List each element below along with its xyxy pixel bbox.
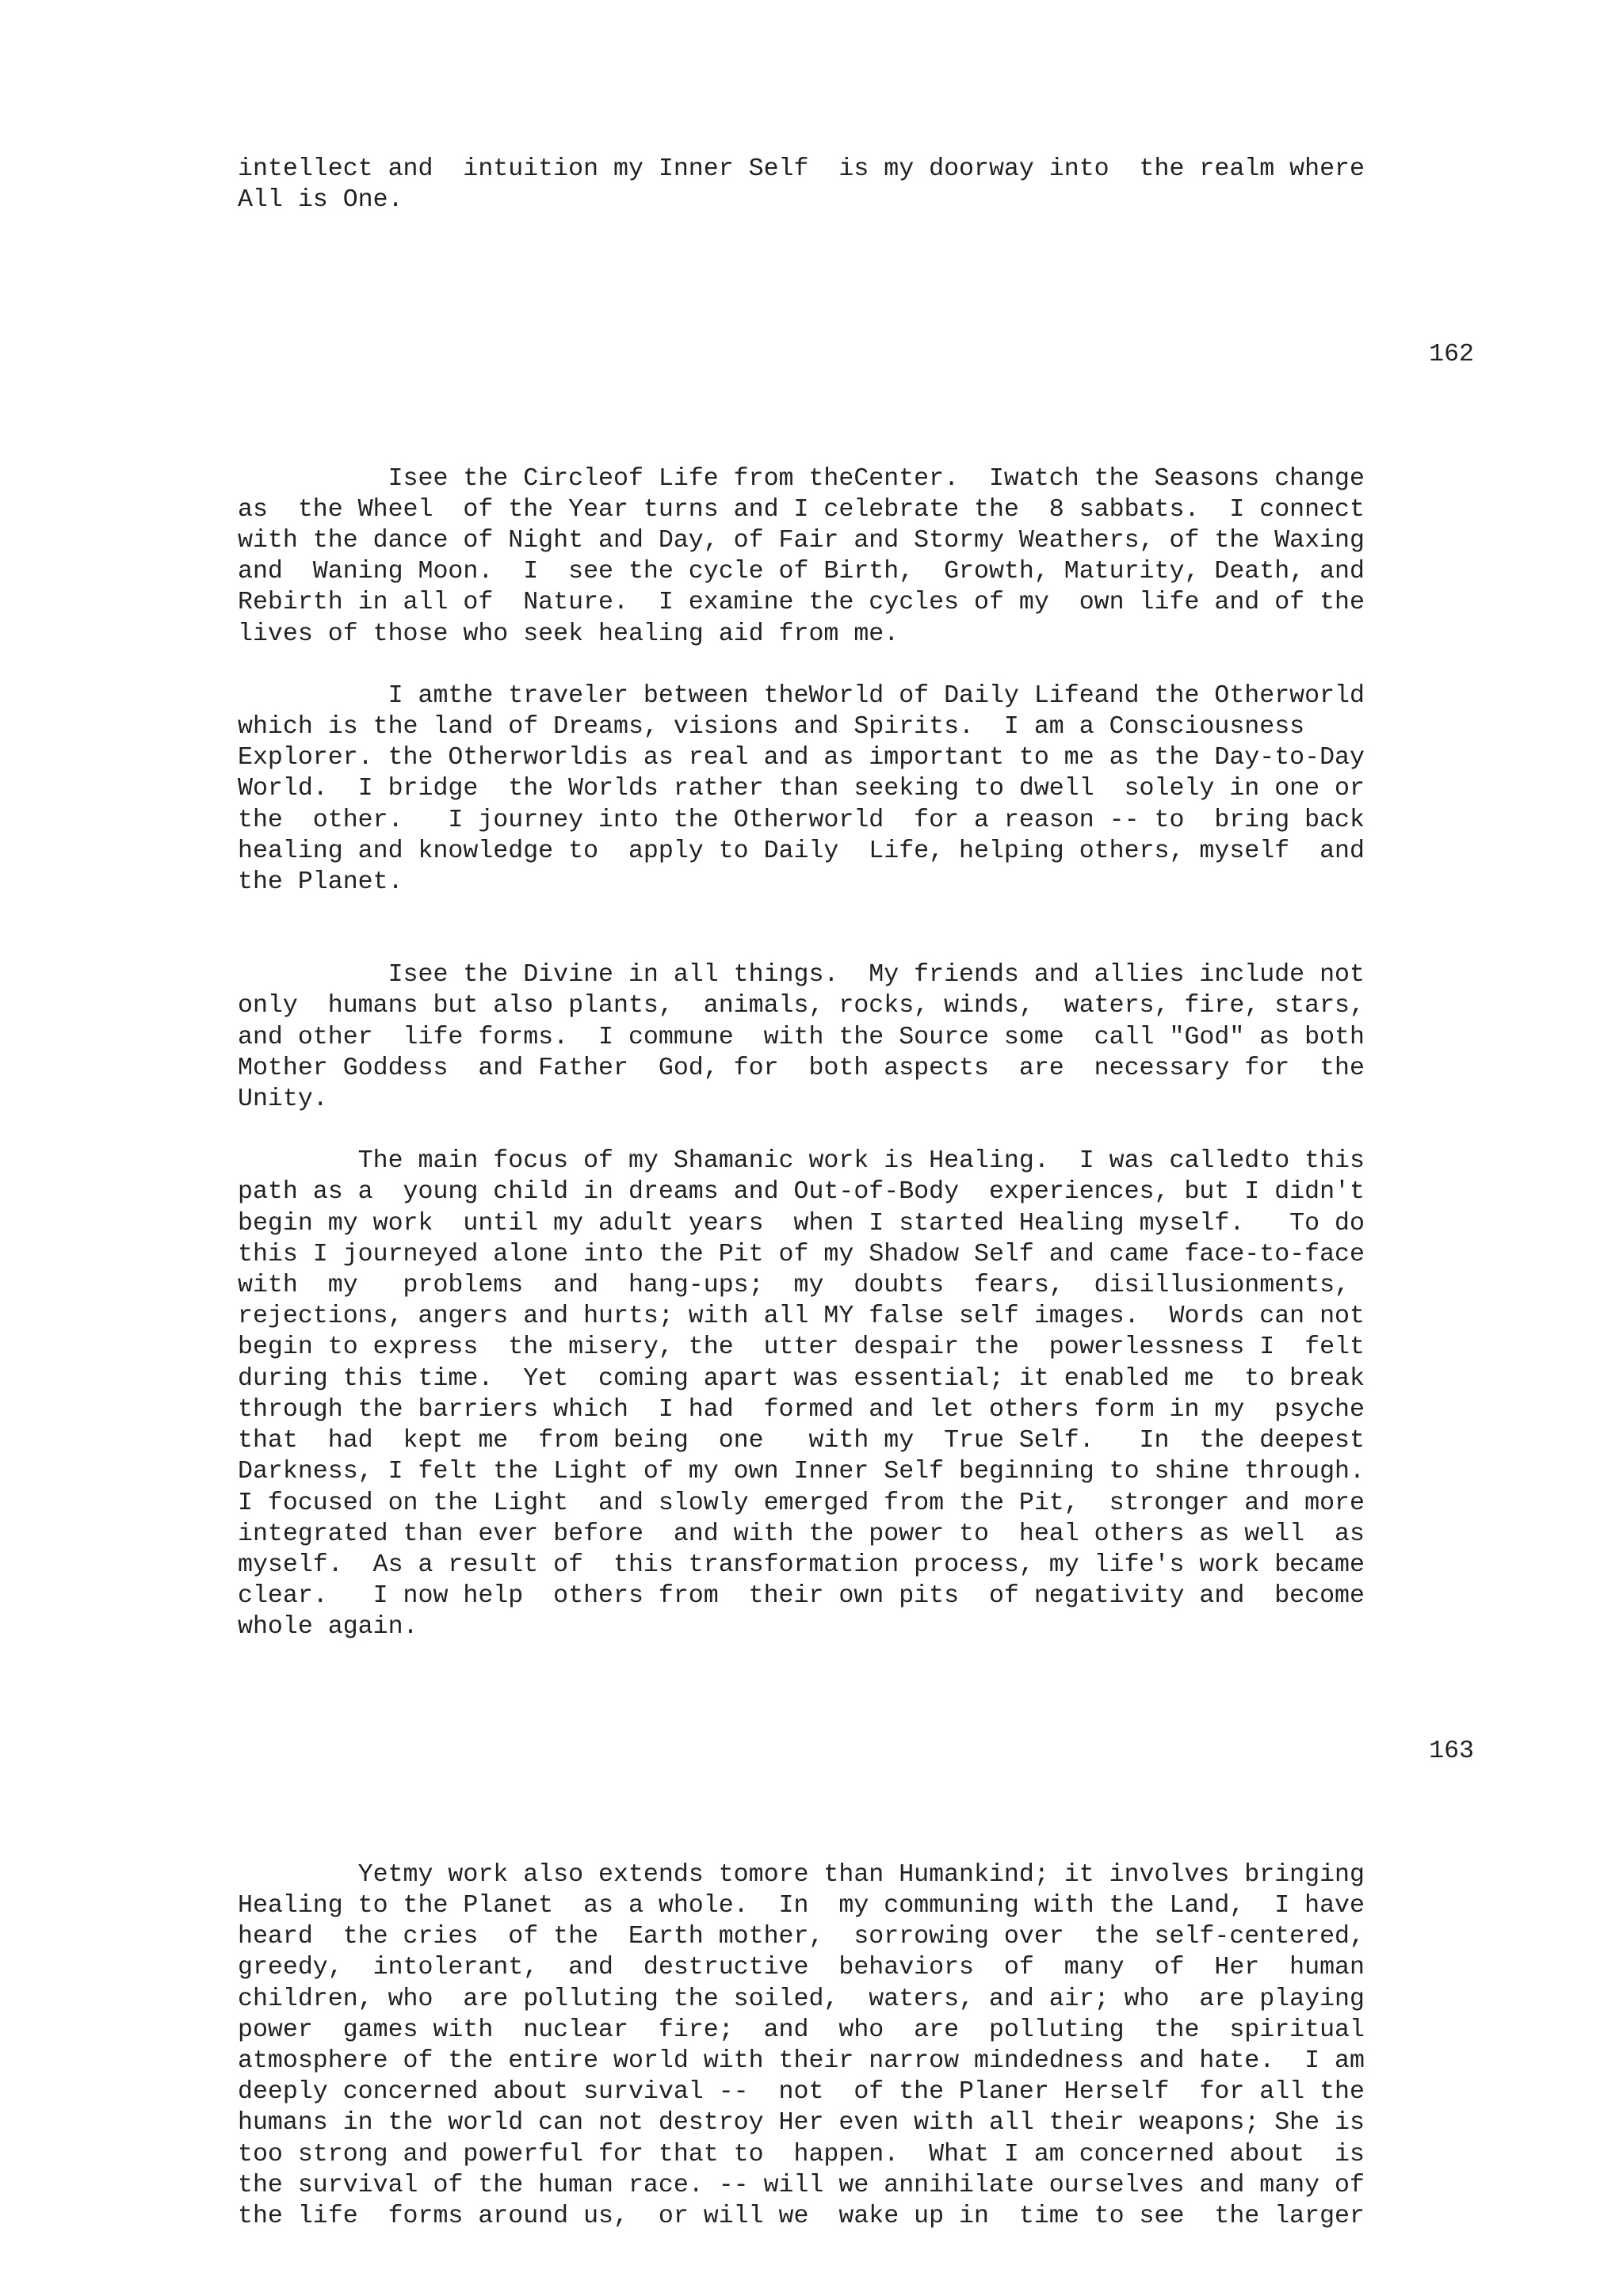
spacer bbox=[238, 1829, 1474, 1859]
paragraph-intro: intellect and intuition my Inner Self is my doorway into the realm where All is One. bbox=[238, 155, 1365, 215]
spacer bbox=[238, 371, 1474, 433]
spacer bbox=[238, 277, 1474, 339]
spacer bbox=[238, 433, 1474, 463]
spacer bbox=[238, 215, 1474, 277]
page-number: 163 bbox=[1429, 1737, 1474, 1765]
spacer bbox=[238, 1115, 1474, 1146]
spacer bbox=[238, 650, 1474, 681]
paragraph-healing: The main focus of my Shamanic work is Healing. I was calledto this path as a young child in dreams and Out-of-Body experiences, but I didn't begin my work until my adult years when I started Healing myself. To do this I journeyed alone into the Pit of my Shadow Self and came face-to-face with my problems and hang-ups; my doubts fears, disillusionments, rejections, angers and hurts; with all MY false self images. Words can not begin to express the misery, the utter despair the powerlessness I felt during this time. Yet coming apart was essential; it enabled me to break through the barriers which I had formed and let others form in my psyche that had kept me from being one with my True Self. In the deepest Darkness, I felt the Light of my own Inner Self beginning to shine through. I focused on the Light and slowly emerged from the Pit, stronger and more integrated than ever before and with the power to heal others as well as myself. As a result of this transformation process, my life's work became clear. I now help others from their own pits of negativity and become whole again. bbox=[238, 1147, 1365, 1642]
spacer bbox=[238, 1767, 1474, 1829]
spacer bbox=[238, 898, 1474, 959]
paragraph-circle-of-life: Isee the Circleof Life from theCenter. Iwatch the Seasons change as the Wheel of the Year turns and I celebrate the 8 sabbats. I connect with the dance of Night and Day, of Fair and Stormy Weathers, of the Waxing and Waning Moon. I see the cycle of Birth, Growth, Maturity, Death, and Rebirth in all of Nature. I examine the cycles of my own life and of the lives of those who seek healing aid from me. bbox=[238, 464, 1365, 648]
spacer bbox=[238, 1643, 1474, 1736]
paragraph-divine: Isee the Divine in all things. My friends and allies include not only humans but also plants, animals, rocks, winds, waters, fire, stars, and other life forms. I commune with the Source some call "God" as both Mother Goddess and Father God, for both aspects are necessary for the Unity. bbox=[238, 961, 1365, 1114]
document-page bbox=[238, 154, 1474, 2232]
page-number: 162 bbox=[1429, 341, 1474, 369]
paragraph-traveler: I amthe traveler between theWorld of Daily Lifeand the Otherworld which is the land of Dreams, visions and Spirits. I am a Consciousness Explorer. the Otherworldis as real and as important to me as the Day-to-Day World. I bridge the Worlds rather than seeking to dwell solely in one or the other. I journey into the Otherworld for a reason -- to bring back healing and knowledge to apply to Daily Life, helping others, myself and the Planet. bbox=[238, 681, 1365, 897]
paragraph-planet: Yetmy work also extends tomore than Humankind; it involves bringing Healing to the Planet as a whole. In my communing with the Land, I have heard the cries of the Earth mother, sorrowing over the self-centered, greedy, intolerant, and destructive behaviors of many of Her human children, who are polluting the soiled, waters, and air; who are playing power games with nuclear fire; and who are polluting the spiritual atmosphere of the entire world with their narrow mindedness and hate. I am deeply concerned about survival -- not of the Planer Herself for all the humans in the world can not destroy Her even with all their weapons; She is too strong and powerful for that to happen. What I am concerned about is the survival of the human race. -- will we annihilate ourselves and many of the life forms around us, or will we wake up in time to see the larger bbox=[238, 1860, 1365, 2230]
